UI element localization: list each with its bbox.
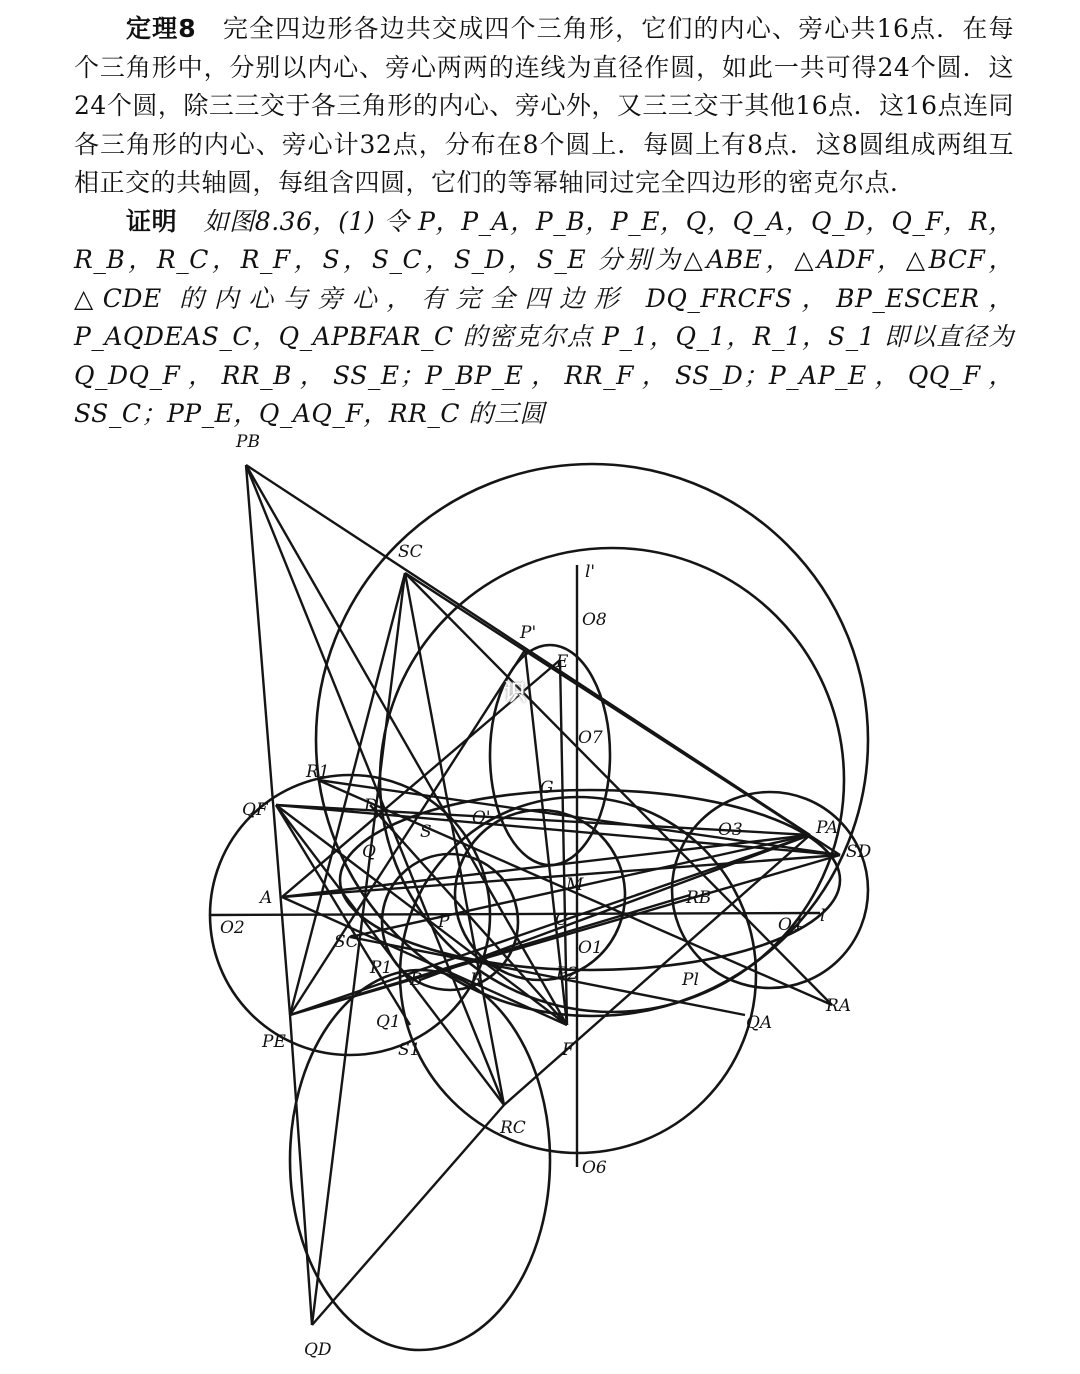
label-s: S	[420, 822, 432, 842]
label-l-prime: l'	[585, 562, 596, 582]
label-rb: RB	[686, 888, 712, 908]
label-pe: PE	[262, 1032, 286, 1052]
label-o-prime: O'	[472, 808, 491, 828]
theorem-heading: 定理8	[126, 14, 197, 43]
geometry-figure-8-36	[0, 425, 1080, 1374]
text-block	[74, 10, 1014, 434]
label-o1: O1	[578, 938, 603, 958]
label-d: D	[364, 796, 378, 816]
label-q1: Q1	[376, 1012, 401, 1032]
proof-paragraph	[74, 203, 1014, 434]
label-r: R	[470, 970, 483, 990]
label-pb: PB	[236, 432, 260, 452]
label-g: G	[540, 778, 554, 798]
label-c: C	[555, 910, 569, 930]
ellipse-lower	[290, 970, 550, 1350]
theorem-statement: 完全四边形各边共交成四个三角形，它们的内心、旁心共16点．在每个三角形中，分别以内心、旁心两两的连线为直径作圆，如此一共可得24个圆．这24个圆，除三三交于各三角形的内心、旁心外，又三三交于其他16点．这16点连同各三角形的内心、旁心计32点，分布在8个圆上．每圆上有8点．这8圆组成两组互相正交的共轴圆，每组含四圆，它们的等幂轴同过完全四边形的密克尔点．	[74, 14, 1015, 197]
proof-heading: 证明	[126, 206, 178, 236]
label-qa: QA	[746, 1013, 773, 1033]
label-a: A	[260, 888, 273, 908]
label-sd: SD	[846, 842, 872, 862]
label-p1: P1	[370, 958, 393, 978]
label-l: l	[820, 906, 826, 926]
label-p-prime: P'	[520, 623, 537, 643]
label-e: E	[556, 652, 569, 672]
label-qf: QF	[242, 800, 268, 820]
line-pprime-pe	[290, 650, 525, 1015]
label-o7: O7	[578, 728, 603, 748]
label-s1: S1	[398, 1040, 421, 1060]
label-pl: Pl	[682, 970, 699, 990]
proof-text: 如图8.36，(1) 令 P，P_A，P_B，P_E，Q，Q_A，Q_D，Q_F，R，R_B，R_C，R_F，S，S_C，S_D，S_E 分别为△ABE，△ADF，△BCF，△CDE 的内心与旁心，有完全四边形 DQ_FRCFS，BP_ESCER，P_AQDEAS_C，Q_APBFAR_C 的密克尔点 P_1，Q_1，R_1，S_1 即以直径为 Q_DQ_F，RR_B，SS_E；P_BP_E，RR_F，SS_D；P_AP_E，QQ_F，SS_C；PP_E，Q_AQ_F，RR_C 的三圆	[74, 206, 1014, 428]
label-qd: QD	[304, 1340, 332, 1360]
label-m: M	[566, 875, 584, 895]
label-rc: RC	[500, 1118, 526, 1138]
label-ra: RA	[826, 996, 852, 1016]
label-sc-top: SC	[398, 542, 423, 562]
label-f: F	[562, 1040, 574, 1060]
label-o3: O3	[718, 820, 743, 840]
label-q: Q	[362, 842, 376, 862]
label-o4: O4	[778, 915, 803, 935]
label-pa: PA	[816, 818, 839, 838]
label-b: B	[410, 970, 423, 990]
line-pb-rc	[246, 465, 504, 1105]
label-o8: O8	[582, 610, 607, 630]
label-sc-mid: SC	[334, 932, 359, 952]
label-o2: O2	[220, 918, 245, 938]
label-r1: R1	[306, 762, 330, 782]
watermark: 识	[504, 681, 527, 706]
line-rc-qd	[312, 1105, 504, 1325]
line-pb-pe	[246, 465, 290, 1015]
label-o6: O6	[582, 1158, 607, 1178]
label-p: P	[438, 912, 450, 932]
axis-l	[210, 913, 820, 915]
label-p2: P2	[556, 964, 579, 984]
theorem-paragraph	[74, 10, 1014, 203]
